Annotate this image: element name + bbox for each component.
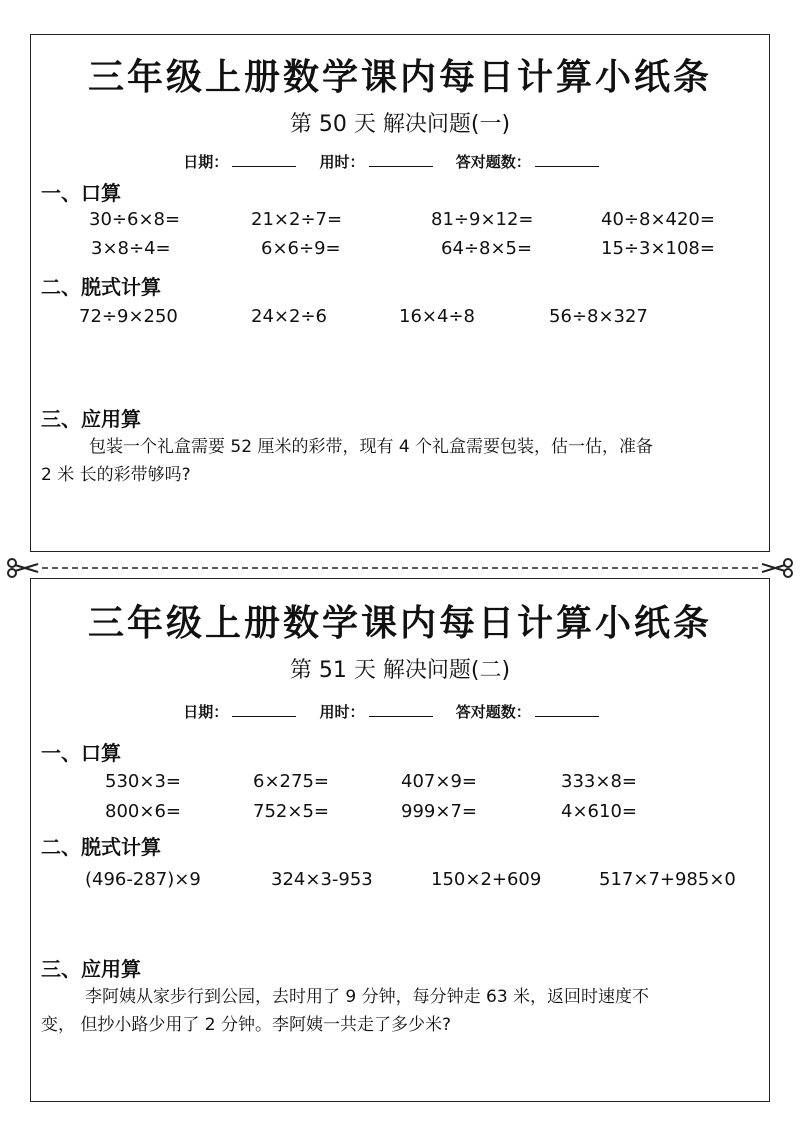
step-item: 16×4÷8: [399, 306, 475, 327]
meta-line: [31, 151, 769, 172]
worksheet-card-day50: [30, 34, 770, 552]
step-item: 24×2÷6: [251, 306, 327, 327]
oral-item: 30÷6×8=: [89, 209, 181, 230]
oral-heading: 一、口算: [41, 741, 121, 765]
applied-text-line1: 李阿姨从家步行到公园，去时用了 9 分钟，每分钟走 63 米，返回时速度不: [85, 987, 650, 1007]
oral-item: 15÷3×108=: [601, 238, 715, 259]
correct-blank[interactable]: [535, 702, 599, 717]
oral-item: 6×6÷9=: [261, 238, 341, 259]
worksheet-subtitle: 第 50 天 解决问题(一): [289, 112, 511, 137]
oral-item: 530×3=: [105, 771, 181, 792]
oral-item: 4×610=: [561, 801, 637, 822]
time-blank[interactable]: [369, 152, 433, 167]
date-label: 日期：: [183, 703, 229, 721]
oral-item: 81÷9×12=: [431, 209, 534, 230]
oral-item: 407×9=: [401, 771, 477, 792]
worksheet-title: 三年级上册数学课内每日计算小纸条: [87, 57, 712, 98]
date-blank[interactable]: [232, 152, 296, 167]
step-item: 72÷9×250: [79, 306, 178, 327]
oral-item: 6×275=: [253, 771, 329, 792]
worksheet-subtitle: 第 51 天 解决问题(二): [289, 658, 511, 683]
step-item: 150×2+609: [431, 869, 542, 890]
step-item: (496-287)×9: [85, 869, 201, 890]
meta-line: [31, 701, 769, 722]
oral-item: 64÷8×5=: [441, 238, 533, 259]
step-heading: 二、脱式计算: [41, 275, 161, 299]
applied-heading: 三、应用算: [41, 407, 141, 431]
oral-item: 333×8=: [561, 771, 637, 792]
step-item: 56÷8×327: [549, 306, 648, 327]
date-blank[interactable]: [232, 702, 296, 717]
date-label: 日期：: [183, 153, 229, 171]
oral-item: 999×7=: [401, 801, 477, 822]
step-item: 517×7+985×0: [599, 869, 736, 890]
worksheet-card-day51: [30, 578, 770, 1102]
correct-blank[interactable]: [535, 152, 599, 167]
worksheet-title: 三年级上册数学课内每日计算小纸条: [87, 603, 712, 644]
oral-heading: 一、口算: [41, 181, 121, 205]
applied-text-line2: 变， 但抄小路少用了 2 分钟。李阿姨一共走了多少米?: [41, 1015, 452, 1035]
time-label: 用时：: [319, 703, 365, 721]
correct-label: 答对题数：: [455, 153, 531, 171]
scissors-icon-right: [762, 559, 792, 577]
oral-item: 800×6=: [105, 801, 181, 822]
oral-item: 21×2÷7=: [251, 209, 343, 230]
oral-item: 3×8÷4=: [91, 238, 171, 259]
cut-line: [0, 556, 800, 580]
applied-heading: 三、应用算: [41, 957, 141, 981]
scissors-icon-left: [8, 559, 38, 577]
oral-item: 752×5=: [253, 801, 329, 822]
applied-text-line1: 包装一个礼盒需要 52 厘米的彩带，现有 4 个礼盒需要包装，估一估，准备: [89, 437, 654, 457]
oral-item: 40÷8×420=: [601, 209, 715, 230]
correct-label: 答对题数：: [455, 703, 531, 721]
cut-line-graphic: [0, 556, 800, 580]
time-blank[interactable]: [369, 702, 433, 717]
applied-text-line2: 2 米 长的彩带够吗?: [41, 465, 191, 485]
step-item: 324×3-953: [271, 869, 373, 890]
time-label: 用时：: [319, 153, 365, 171]
step-heading: 二、脱式计算: [41, 835, 161, 859]
